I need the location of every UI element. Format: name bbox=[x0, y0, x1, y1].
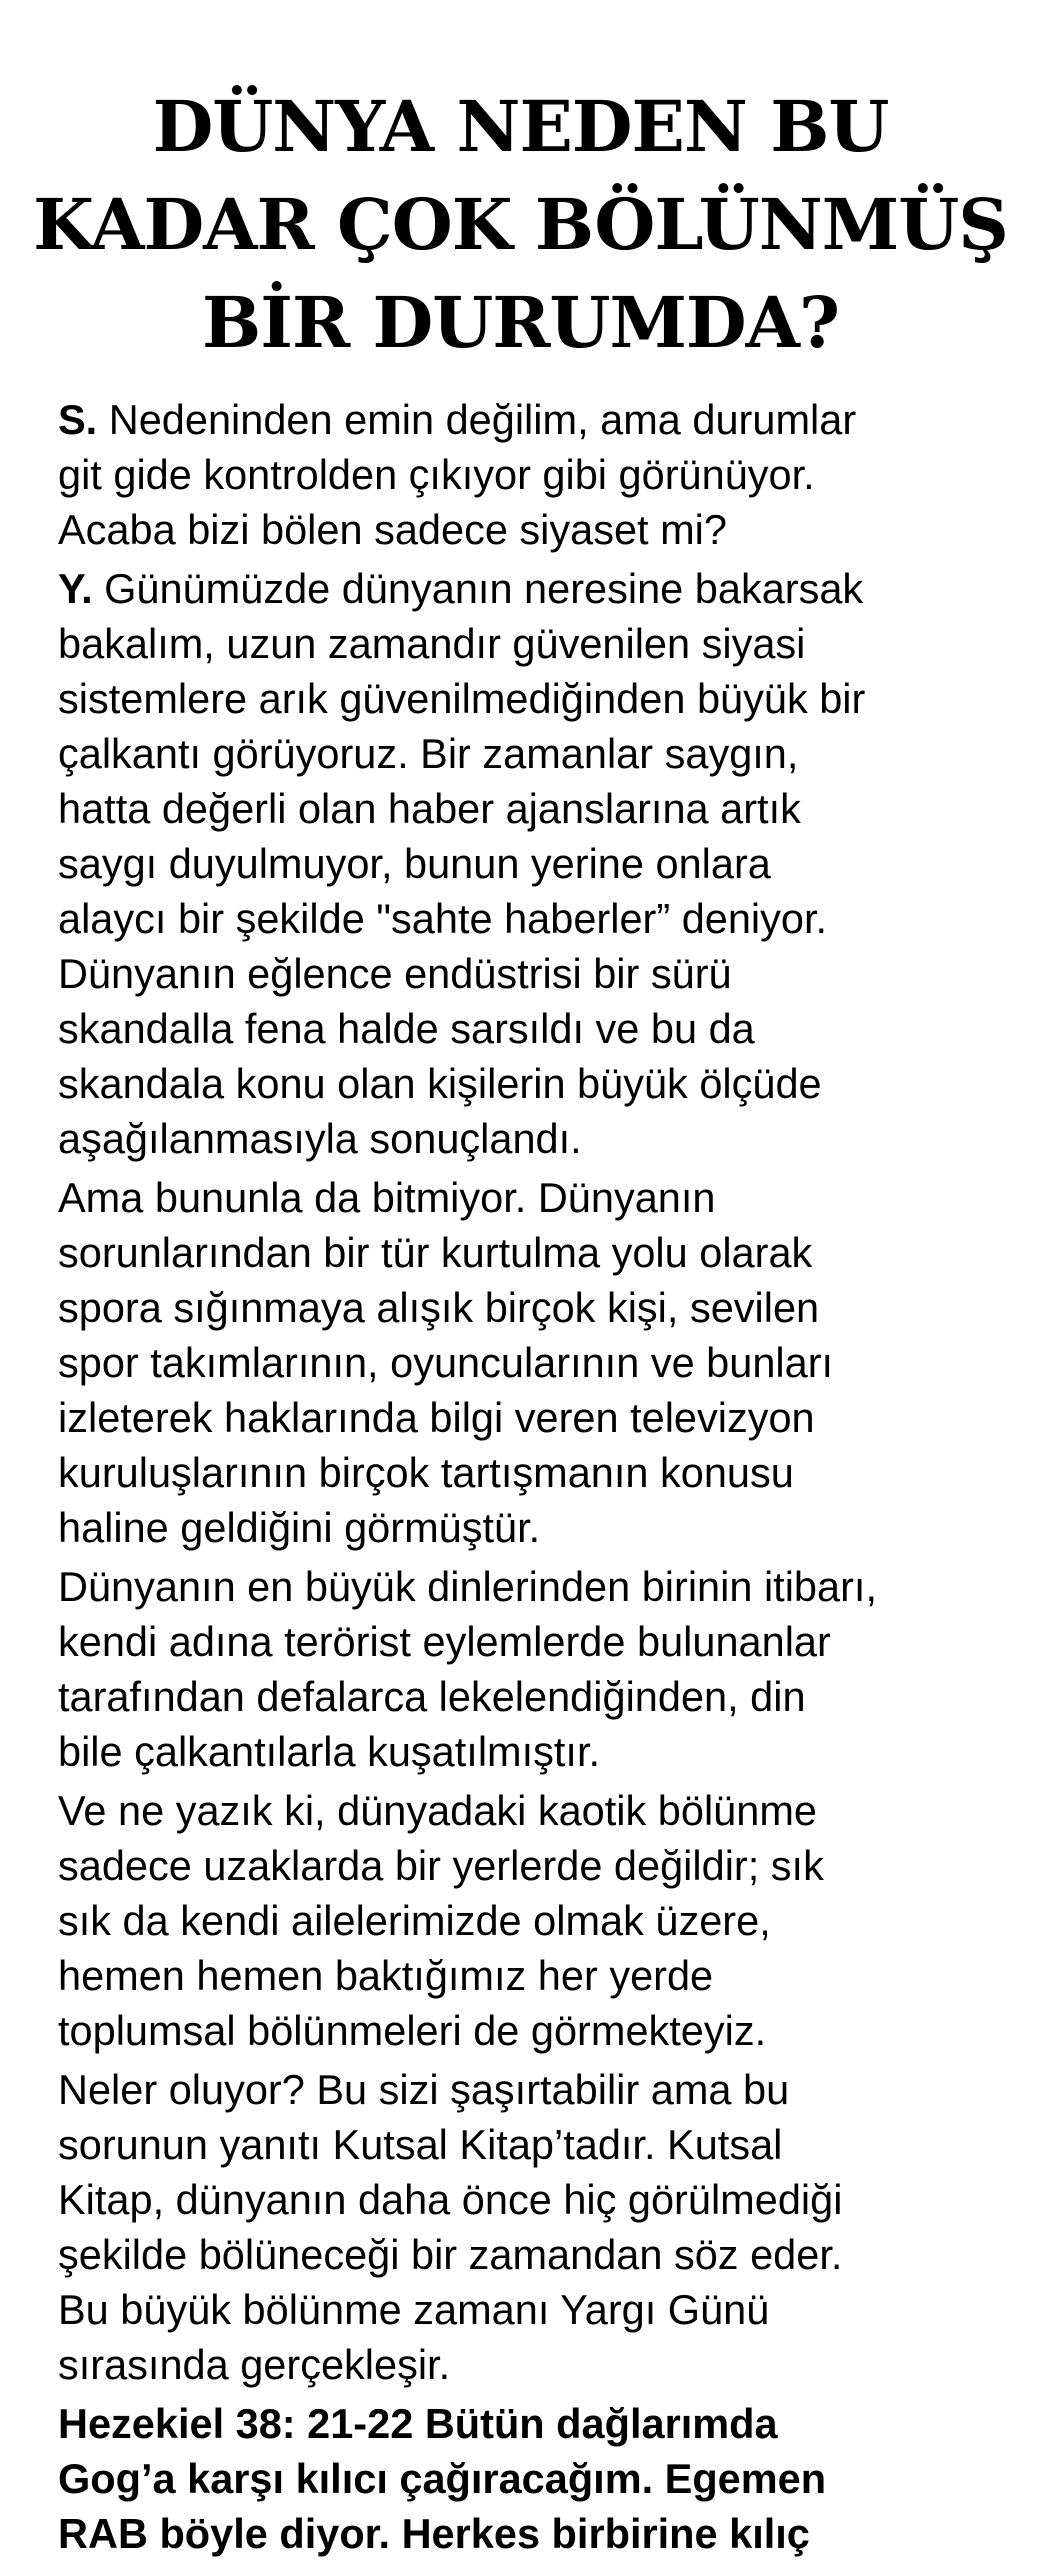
text-line: alaycı bir şekilde "sahte haberler” deniyor. bbox=[58, 895, 828, 942]
text-line: Ve ne yazık ki, dünyadaki kaotik bölünme bbox=[58, 1787, 817, 1834]
text-line: spora sığınmaya alışık birçok kişi, sevilen bbox=[58, 1284, 820, 1331]
text-line: git gide kontrolden çıkıyor gibi görünüyor. bbox=[58, 451, 815, 498]
text-line: sorunun yanıtı Kutsal Kitap’tadır. Kutsal bbox=[58, 2121, 783, 2168]
text-line: izleterek haklarında bilgi veren televizyon bbox=[58, 1394, 815, 1441]
bible-paragraph bbox=[58, 2062, 1018, 2392]
text-line: Bu büyük bölünme zamanı Yargı Günü bbox=[58, 2286, 770, 2333]
text-line bbox=[58, 392, 1018, 447]
text-line: çalkantı görüyoruz. Bir zamanlar saygın, bbox=[58, 730, 799, 777]
question-paragraph bbox=[58, 392, 1018, 557]
article-title bbox=[0, 78, 1041, 372]
text-line: hemen hemen baktığımız her yerde bbox=[58, 1952, 714, 1999]
text-line: Neler oluyor? Bu sizi şaşırtabilir ama bu bbox=[58, 2066, 790, 2113]
text-line: sistemlere arık güvenilmediğinden büyük bir bbox=[58, 675, 866, 722]
text-line: Dünyanın eğlence endüstrisi bir sürü bbox=[58, 950, 732, 997]
division-paragraph bbox=[58, 1783, 1018, 2058]
text-line: bile çalkantılarla kuşatılmıştır. bbox=[58, 1728, 601, 1775]
text-line: toplumsal bölünmeleri de görmekteyiz. bbox=[58, 2007, 767, 2054]
sports-paragraph bbox=[58, 1170, 1018, 1555]
text-line: bakalım, uzun zamandır güvenilen siyasi bbox=[58, 620, 806, 667]
text-line: şekilde bölüneceği bir zamandan söz eder. bbox=[58, 2231, 843, 2278]
title-line: BİR DURUMDA? bbox=[202, 281, 839, 364]
text-line: tarafından defalarca lekelendiğinden, din bbox=[58, 1673, 806, 1720]
question-label: S. bbox=[58, 396, 98, 443]
article-body bbox=[58, 392, 1018, 2565]
text-line: kendi adına terörist eylemlerde bulunanlar bbox=[58, 1618, 831, 1665]
scripture-quote bbox=[58, 2396, 1018, 2561]
text-line: Acaba bizi bölen sadece siyaset mi? bbox=[58, 506, 727, 553]
text-line: skandala konu olan kişilerin büyük ölçüde bbox=[58, 1060, 822, 1107]
text-line: saygı duyulmuyor, bunun yerine onlara bbox=[58, 840, 771, 887]
text-line: sık da kendi ailelerimizde olmak üzere, bbox=[58, 1897, 771, 1944]
answer-label: Y. bbox=[58, 565, 93, 612]
text-line: aşağılanmasıyla sonuçlandı. bbox=[58, 1115, 582, 1162]
text-line: Dünyanın en büyük dinlerinden birinin itibarı, bbox=[58, 1563, 877, 1610]
title-line: DÜNYA NEDEN BU bbox=[152, 85, 889, 168]
text-line: sadece uzaklarda bir yerlerde değildir; sık bbox=[58, 1842, 824, 1889]
religion-paragraph bbox=[58, 1559, 1018, 1779]
text-line: Gog’a karşı kılıcı çağıracağım. Egemen bbox=[58, 2455, 827, 2502]
question-text: Nedeninden emin değilim, ama durumlar bbox=[97, 396, 857, 443]
text-line: haline geldiğini görmüştür. bbox=[58, 1504, 541, 1551]
text-line: sırasında gerçekleşir. bbox=[58, 2341, 451, 2388]
text-line bbox=[58, 561, 1018, 616]
text-line: RAB böyle diyor. Herkes birbirine kılıç bbox=[58, 2510, 810, 2557]
title-line: KADAR ÇOK BÖLÜNMÜŞ bbox=[33, 183, 1008, 266]
answer-paragraph bbox=[58, 561, 1018, 1166]
text-line: sorunlarından bir tür kurtulma yolu olarak bbox=[58, 1229, 813, 1276]
text-line: Ama bununla da bitmiyor. Dünyanın bbox=[58, 1174, 716, 1221]
text-line: kuruluşlarının birçok tartışmanın konusu bbox=[58, 1449, 794, 1496]
text-line: Hezekiel 38: 21-22 Bütün dağlarımda bbox=[58, 2400, 778, 2447]
text-line: skandalla fena halde sarsıldı ve bu da bbox=[58, 1005, 755, 1052]
text-line: spor takımlarının, oyuncularının ve bunları bbox=[58, 1339, 834, 1386]
text-line: hatta değerli olan haber ajanslarına artık bbox=[58, 785, 801, 832]
answer-text: Günümüzde dünyanın neresine bakarsak bbox=[92, 565, 864, 612]
text-line: Kitap, dünyanın daha önce hiç görülmediği bbox=[58, 2176, 843, 2223]
